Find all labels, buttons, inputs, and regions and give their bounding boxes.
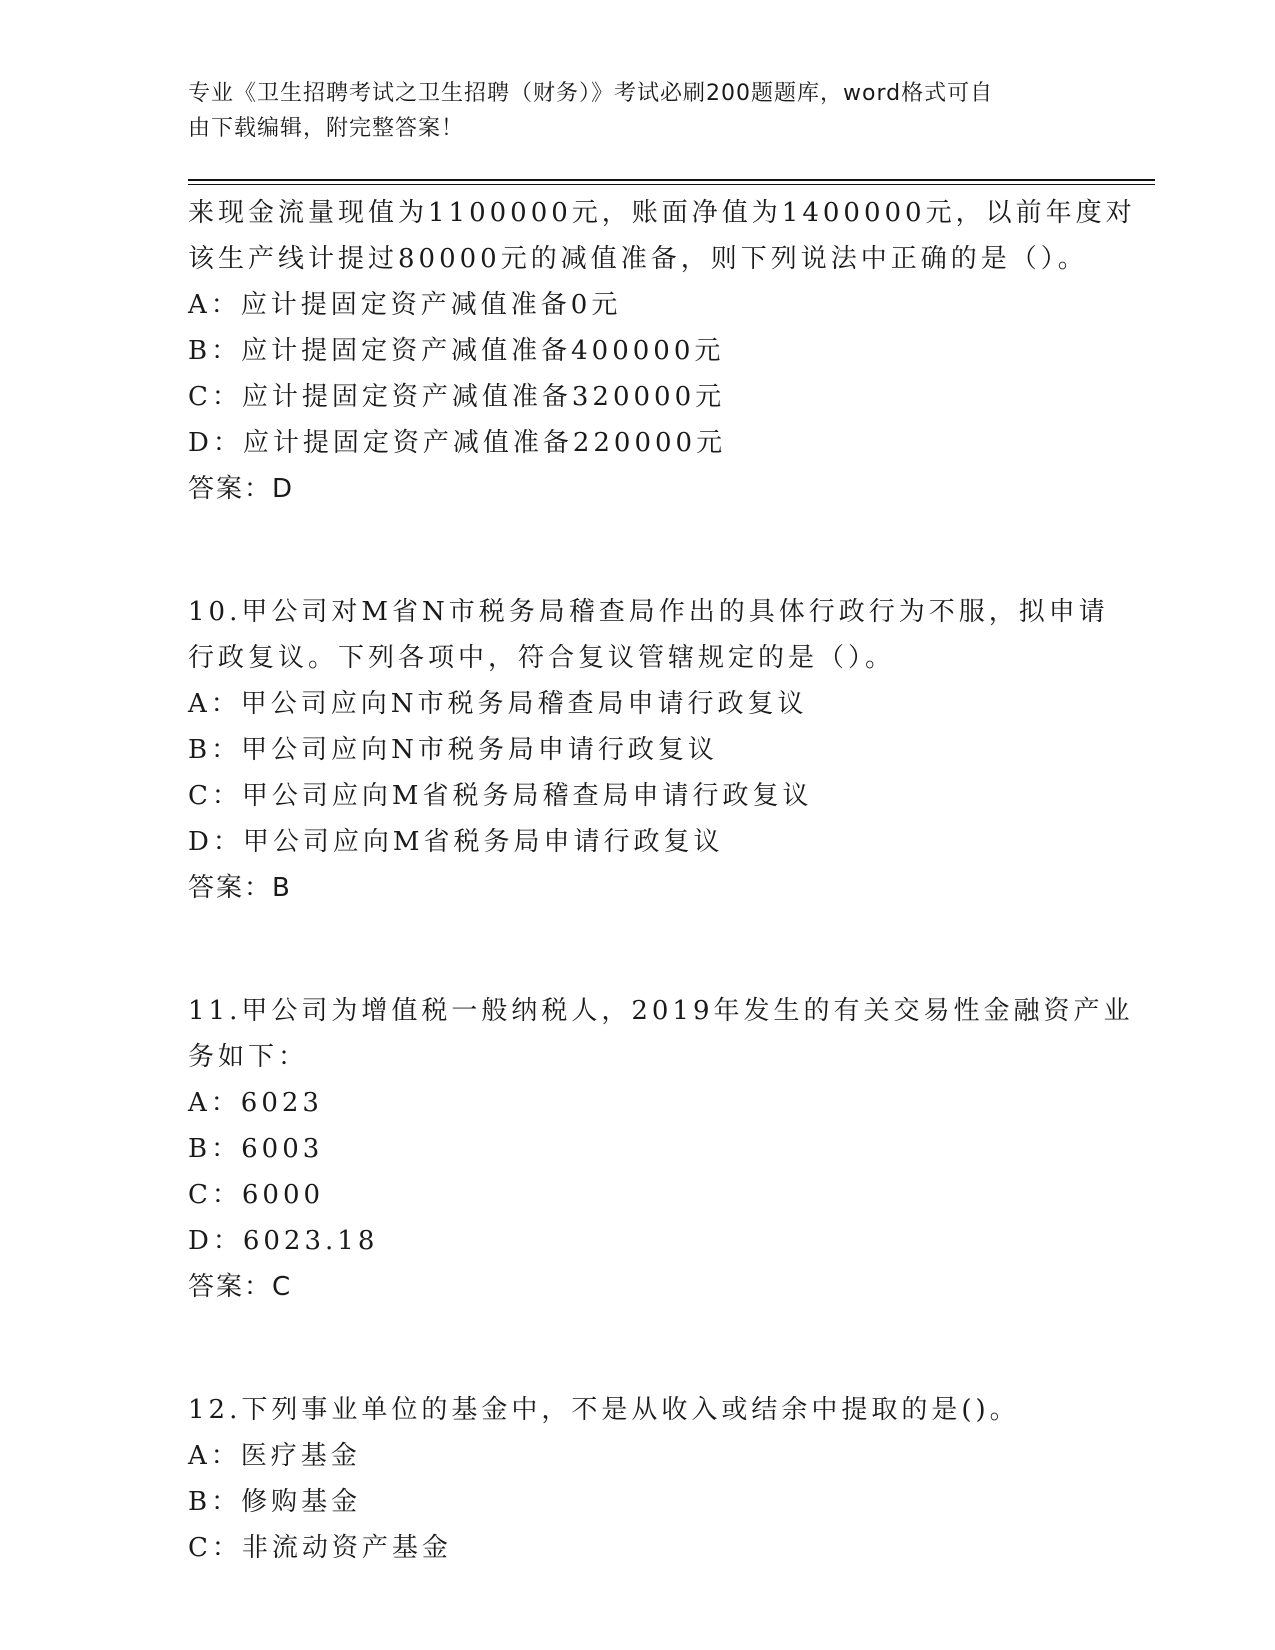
option-c: C：非流动资产基金 <box>188 1533 452 1563</box>
option-a: A：应计提固定资产减值准备0元 <box>188 290 622 320</box>
option-d: D：6023.18 <box>188 1226 379 1256</box>
question-stem-line: 12.下列事业单位的基金中，不是从收入或结余中提取的是()。 <box>188 1395 1020 1425</box>
header-divider-thick <box>188 179 1155 181</box>
answer-line: 答案：D <box>188 474 295 504</box>
question-10 <box>188 589 1109 911</box>
question-stem-line: 10.甲公司对M省N市税务局稽查局作出的具体行政行为不服，拟申请 <box>188 597 1109 627</box>
question-spacer <box>188 911 1088 988</box>
option-a: A：甲公司应向N市税务局稽查局申请行政复议 <box>188 689 808 719</box>
question-list <box>188 190 1136 1571</box>
question-spacer <box>188 512 1088 589</box>
question-stem-line: 行政复议。下列各项中，符合复议管辖规定的是（）。 <box>188 643 896 673</box>
question-12 <box>188 1387 1088 1571</box>
question-stem-line: 来现金流量现值为1100000元，账面净值为1400000元，以前年度对 <box>188 198 1136 228</box>
option-c: C：6000 <box>188 1180 325 1210</box>
question-11 <box>188 988 1134 1310</box>
answer-line: 答案：C <box>188 1272 293 1302</box>
header-line-1: 专业《卫生招聘考试之卫生招聘（财务）》考试必刷200题题库，word格式可自 <box>188 81 994 106</box>
question-stem-line: 务如下： <box>188 1042 309 1072</box>
option-c: C：应计提固定资产减值准备320000元 <box>188 382 726 412</box>
option-b: B：甲公司应向N市税务局申请行政复议 <box>188 735 718 765</box>
option-c: C：甲公司应向M省税务局稽查局申请行政复议 <box>188 781 813 811</box>
question-stem-line: 该生产线计提过80000元的减值准备，则下列说法中正确的是（）。 <box>188 244 1088 274</box>
option-a: A：6023 <box>188 1088 323 1118</box>
question-9 <box>188 190 1136 512</box>
answer-line: 答案：B <box>188 873 292 903</box>
option-a: A：医疗基金 <box>188 1441 361 1471</box>
question-spacer <box>188 1310 1088 1387</box>
option-d: D：应计提固定资产减值准备220000元 <box>188 428 727 458</box>
option-b: B：应计提固定资产减值准备400000元 <box>188 336 725 366</box>
option-d: D：甲公司应向M省税务局申请行政复议 <box>188 827 724 857</box>
option-b: B：修购基金 <box>188 1487 362 1517</box>
header-divider-thin <box>188 184 1155 185</box>
document-header <box>188 76 1088 146</box>
header-line-2: 由下载编辑，附完整答案！ <box>188 116 465 141</box>
question-stem-line: 11.甲公司为增值税一般纳税人，2019年发生的有关交易性金融资产业 <box>188 996 1134 1026</box>
option-b: B：6003 <box>188 1134 324 1164</box>
